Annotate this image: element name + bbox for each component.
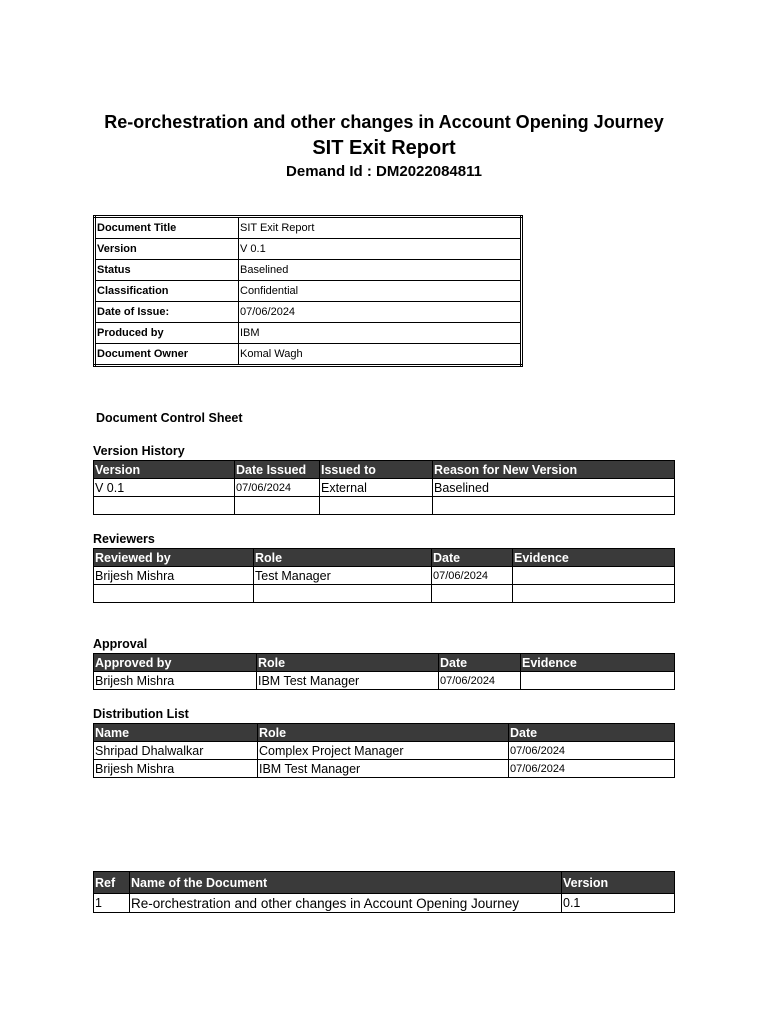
column-header: Date — [439, 654, 521, 672]
reviewers-heading: Reviewers — [93, 532, 155, 546]
table-cell: Baselined — [433, 479, 675, 497]
column-header: Ref — [94, 872, 130, 894]
info-key: Status — [95, 260, 239, 281]
column-header: Role — [258, 724, 509, 742]
table-row — [94, 479, 675, 497]
info-key: Produced by — [95, 323, 239, 344]
table-cell — [254, 585, 432, 603]
table-cell: IBM Test Manager — [257, 672, 439, 690]
distribution-table — [93, 723, 675, 778]
column-header: Evidence — [521, 654, 675, 672]
document-info-table — [93, 215, 523, 367]
info-value: V 0.1 — [239, 239, 522, 260]
info-row — [95, 302, 522, 323]
table-cell: Brijesh Mishra — [94, 672, 257, 690]
table-cell: External — [320, 479, 433, 497]
table-cell: 07/06/2024 — [235, 479, 320, 497]
info-value: SIT Exit Report — [239, 217, 522, 239]
table-row — [94, 497, 675, 515]
reviewers-table — [93, 548, 675, 603]
column-header: Date — [509, 724, 675, 742]
table-cell — [235, 497, 320, 515]
column-header: Role — [254, 549, 432, 567]
column-header: Reviewed by — [94, 549, 254, 567]
info-key: Document Title — [95, 217, 239, 239]
column-header: Evidence — [513, 549, 675, 567]
info-key: Date of Issue: — [95, 302, 239, 323]
table-cell: 07/06/2024 — [432, 567, 513, 585]
table-cell: 1 — [94, 894, 130, 913]
table-header-row — [94, 724, 675, 742]
table-cell: Test Manager — [254, 567, 432, 585]
info-value: Komal Wagh — [239, 344, 522, 366]
table-row — [94, 894, 675, 913]
version-history-table — [93, 460, 675, 515]
column-header: Version — [94, 461, 235, 479]
table-cell — [433, 497, 675, 515]
info-value: Baselined — [239, 260, 522, 281]
info-key: Document Owner — [95, 344, 239, 366]
table-cell — [432, 585, 513, 603]
table-header-row — [94, 872, 675, 894]
table-row — [94, 672, 675, 690]
distribution-heading: Distribution List — [93, 707, 189, 721]
table-cell: V 0.1 — [94, 479, 235, 497]
info-row — [95, 323, 522, 344]
table-header-row — [94, 654, 675, 672]
control-sheet-heading: Document Control Sheet — [96, 411, 243, 425]
column-header: Name — [94, 724, 258, 742]
demand-id: Demand Id : DM2022084811 — [286, 163, 482, 180]
table-cell: 0.1 — [562, 894, 675, 913]
table-cell: Brijesh Mishra — [94, 760, 258, 778]
table-cell — [513, 567, 675, 585]
version-history-heading: Version History — [93, 444, 185, 458]
column-header: Version — [562, 872, 675, 894]
column-header: Role — [257, 654, 439, 672]
info-key: Classification — [95, 281, 239, 302]
table-cell: 07/06/2024 — [509, 760, 675, 778]
table-row — [94, 585, 675, 603]
info-value: 07/06/2024 — [239, 302, 522, 323]
info-value: Confidential — [239, 281, 522, 302]
table-cell: Brijesh Mishra — [94, 567, 254, 585]
table-cell — [521, 672, 675, 690]
table-cell — [320, 497, 433, 515]
table-header-row — [94, 461, 675, 479]
table-cell: Re-orchestration and other changes in Account Opening Journey — [130, 894, 562, 913]
table-row — [94, 742, 675, 760]
column-header: Reason for New Version — [433, 461, 675, 479]
column-header: Issued to — [320, 461, 433, 479]
column-header: Approved by — [94, 654, 257, 672]
table-cell — [94, 585, 254, 603]
approval-heading: Approval — [93, 637, 148, 651]
info-row — [95, 344, 522, 366]
info-row — [95, 260, 522, 281]
table-header-row — [94, 549, 675, 567]
column-header: Date — [432, 549, 513, 567]
table-row — [94, 760, 675, 778]
info-row — [95, 239, 522, 260]
report-subtitle: SIT Exit Report — [312, 137, 456, 159]
table-cell: 07/06/2024 — [439, 672, 521, 690]
column-header: Name of the Document — [130, 872, 562, 894]
info-row — [95, 281, 522, 302]
table-cell: IBM Test Manager — [258, 760, 509, 778]
table-cell: Shripad Dhalwalkar — [94, 742, 258, 760]
table-row — [94, 567, 675, 585]
table-cell — [513, 585, 675, 603]
info-row — [95, 217, 522, 239]
column-header: Date Issued — [235, 461, 320, 479]
approval-table — [93, 653, 675, 690]
info-key: Version — [95, 239, 239, 260]
table-cell — [94, 497, 235, 515]
document-title: Re-orchestration and other changes in Account Opening Journey — [104, 112, 664, 132]
table-cell: 07/06/2024 — [509, 742, 675, 760]
table-cell: Complex Project Manager — [258, 742, 509, 760]
reference-documents-table — [93, 871, 675, 913]
info-value: IBM — [239, 323, 522, 344]
